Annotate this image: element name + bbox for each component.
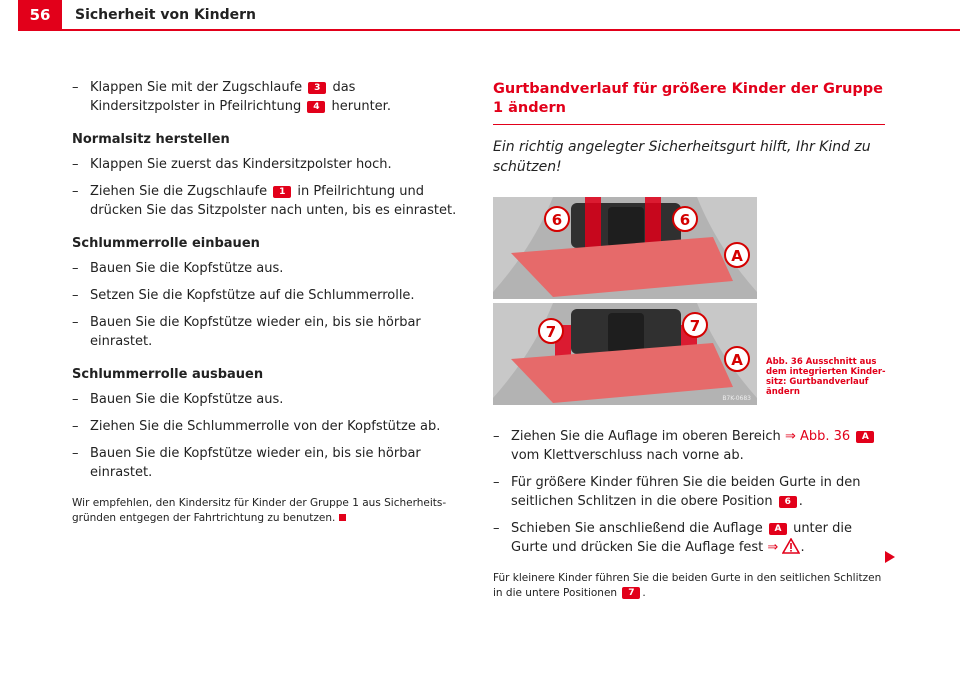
- warning-arrow: ⇒: [767, 540, 779, 555]
- chapter-title: Sicherheit von Kindern: [75, 7, 256, 23]
- reference-badge: 3: [308, 82, 326, 94]
- label-7-left: 7: [545, 323, 557, 341]
- label-6-left: 6: [551, 211, 563, 229]
- figure-arrow: ⇒: [784, 429, 796, 444]
- label-a-bottom: A: [731, 351, 743, 369]
- section-title: Gurtbandverlauf für größere Kinder der Gruppe 1 ändern: [493, 80, 885, 125]
- page-number: 56: [18, 0, 62, 30]
- list-item: – Ziehen Sie die Auflage im oberen Bereich ⇒ Abb. 36 A vom Klettverschluss nach vorne ab.: [493, 427, 885, 465]
- list-item: – Schieben Sie anschließend die Auflage A unter die Gurte und drücken Sie die Auflage fest ⇒ .: [493, 521, 852, 555]
- reference-badge: 6: [779, 496, 797, 508]
- end-of-section-square-icon: [339, 514, 346, 521]
- reference-badge: 1: [273, 186, 291, 198]
- list-item: – Bauen Sie die Kopfstütze wieder ein, bis sie hörbar einrastet.: [72, 446, 421, 480]
- list-item: – Ziehen Sie die Schlummerrolle von der Kopfstütze ab.: [72, 419, 441, 434]
- figure-caption: Abb. 36 Ausschnitt aus dem integrierten Kinder-sitz: Gurtbandverlauf ändern: [766, 357, 886, 397]
- header-divider: [18, 29, 960, 31]
- small-children-note: Für kleinere Kinder führen Sie die beiden Gurte in den seitlichen Schlitzen in die untere Positionen 7 .: [493, 572, 882, 599]
- left-column: [72, 78, 462, 526]
- warning-triangle-icon[interactable]: [782, 538, 800, 554]
- reference-badge: A: [856, 431, 874, 443]
- section-heading: Schlummerrolle ausbauen: [72, 367, 264, 382]
- reference-badge: 7: [622, 587, 640, 599]
- next-page-arrow-icon[interactable]: [885, 551, 895, 563]
- section-subtitle: Ein richtig angelegter Sicherheitsgurt hilft, Ihr Kind zu schützen!: [493, 139, 871, 175]
- right-column: [493, 80, 885, 601]
- reference-badge: A: [769, 523, 787, 535]
- reference-badge: 4: [307, 101, 325, 113]
- label-7-right: 7: [689, 317, 701, 335]
- section-heading: Schlummerrolle einbauen: [72, 236, 260, 251]
- seat-belt-illustration: [493, 197, 757, 405]
- list-item: – Ziehen Sie die Zugschlaufe 1 in Pfeilrichtung und drücken Sie das Sitzpolster nach unten, bis es einrastet.: [72, 184, 457, 218]
- figure-link[interactable]: Abb. 36: [799, 429, 851, 444]
- list-item: – Bauen Sie die Kopfstütze aus.: [72, 261, 284, 276]
- list-item: – Bauen Sie die Kopfstütze aus.: [72, 392, 284, 407]
- list-item: – Klappen Sie zuerst das Kindersitzpolster hoch.: [72, 157, 392, 172]
- label-a-top: A: [731, 247, 743, 265]
- page-header: [0, 0, 960, 32]
- list-item: – Setzen Sie die Kopfstütze auf die Schlummerrolle.: [72, 288, 415, 303]
- figure-code: B7K-0683: [722, 395, 751, 402]
- section-heading: Normalsitz herstellen: [72, 132, 230, 147]
- list-item: – Für größere Kinder führen Sie die beiden Gurte in den seitlichen Schlitzen in die obere Position 6 .: [493, 475, 861, 509]
- figure-36: [493, 197, 885, 405]
- step-fold-cushion: – Klappen Sie mit der Zugschlaufe 3 das Kindersitzpolster in Pfeilrichtung 4 herunter.: [72, 80, 391, 114]
- recommendation-note: Wir empfehlen, den Kindersitz für Kinder der Gruppe 1 aus Sicherheits-gründen entgegen der Fahrtrichtung zu benutzen.: [72, 497, 447, 524]
- list-item: – Bauen Sie die Kopfstütze wieder ein, bis sie hörbar einrastet.: [72, 315, 421, 349]
- label-6-right: 6: [679, 211, 691, 229]
